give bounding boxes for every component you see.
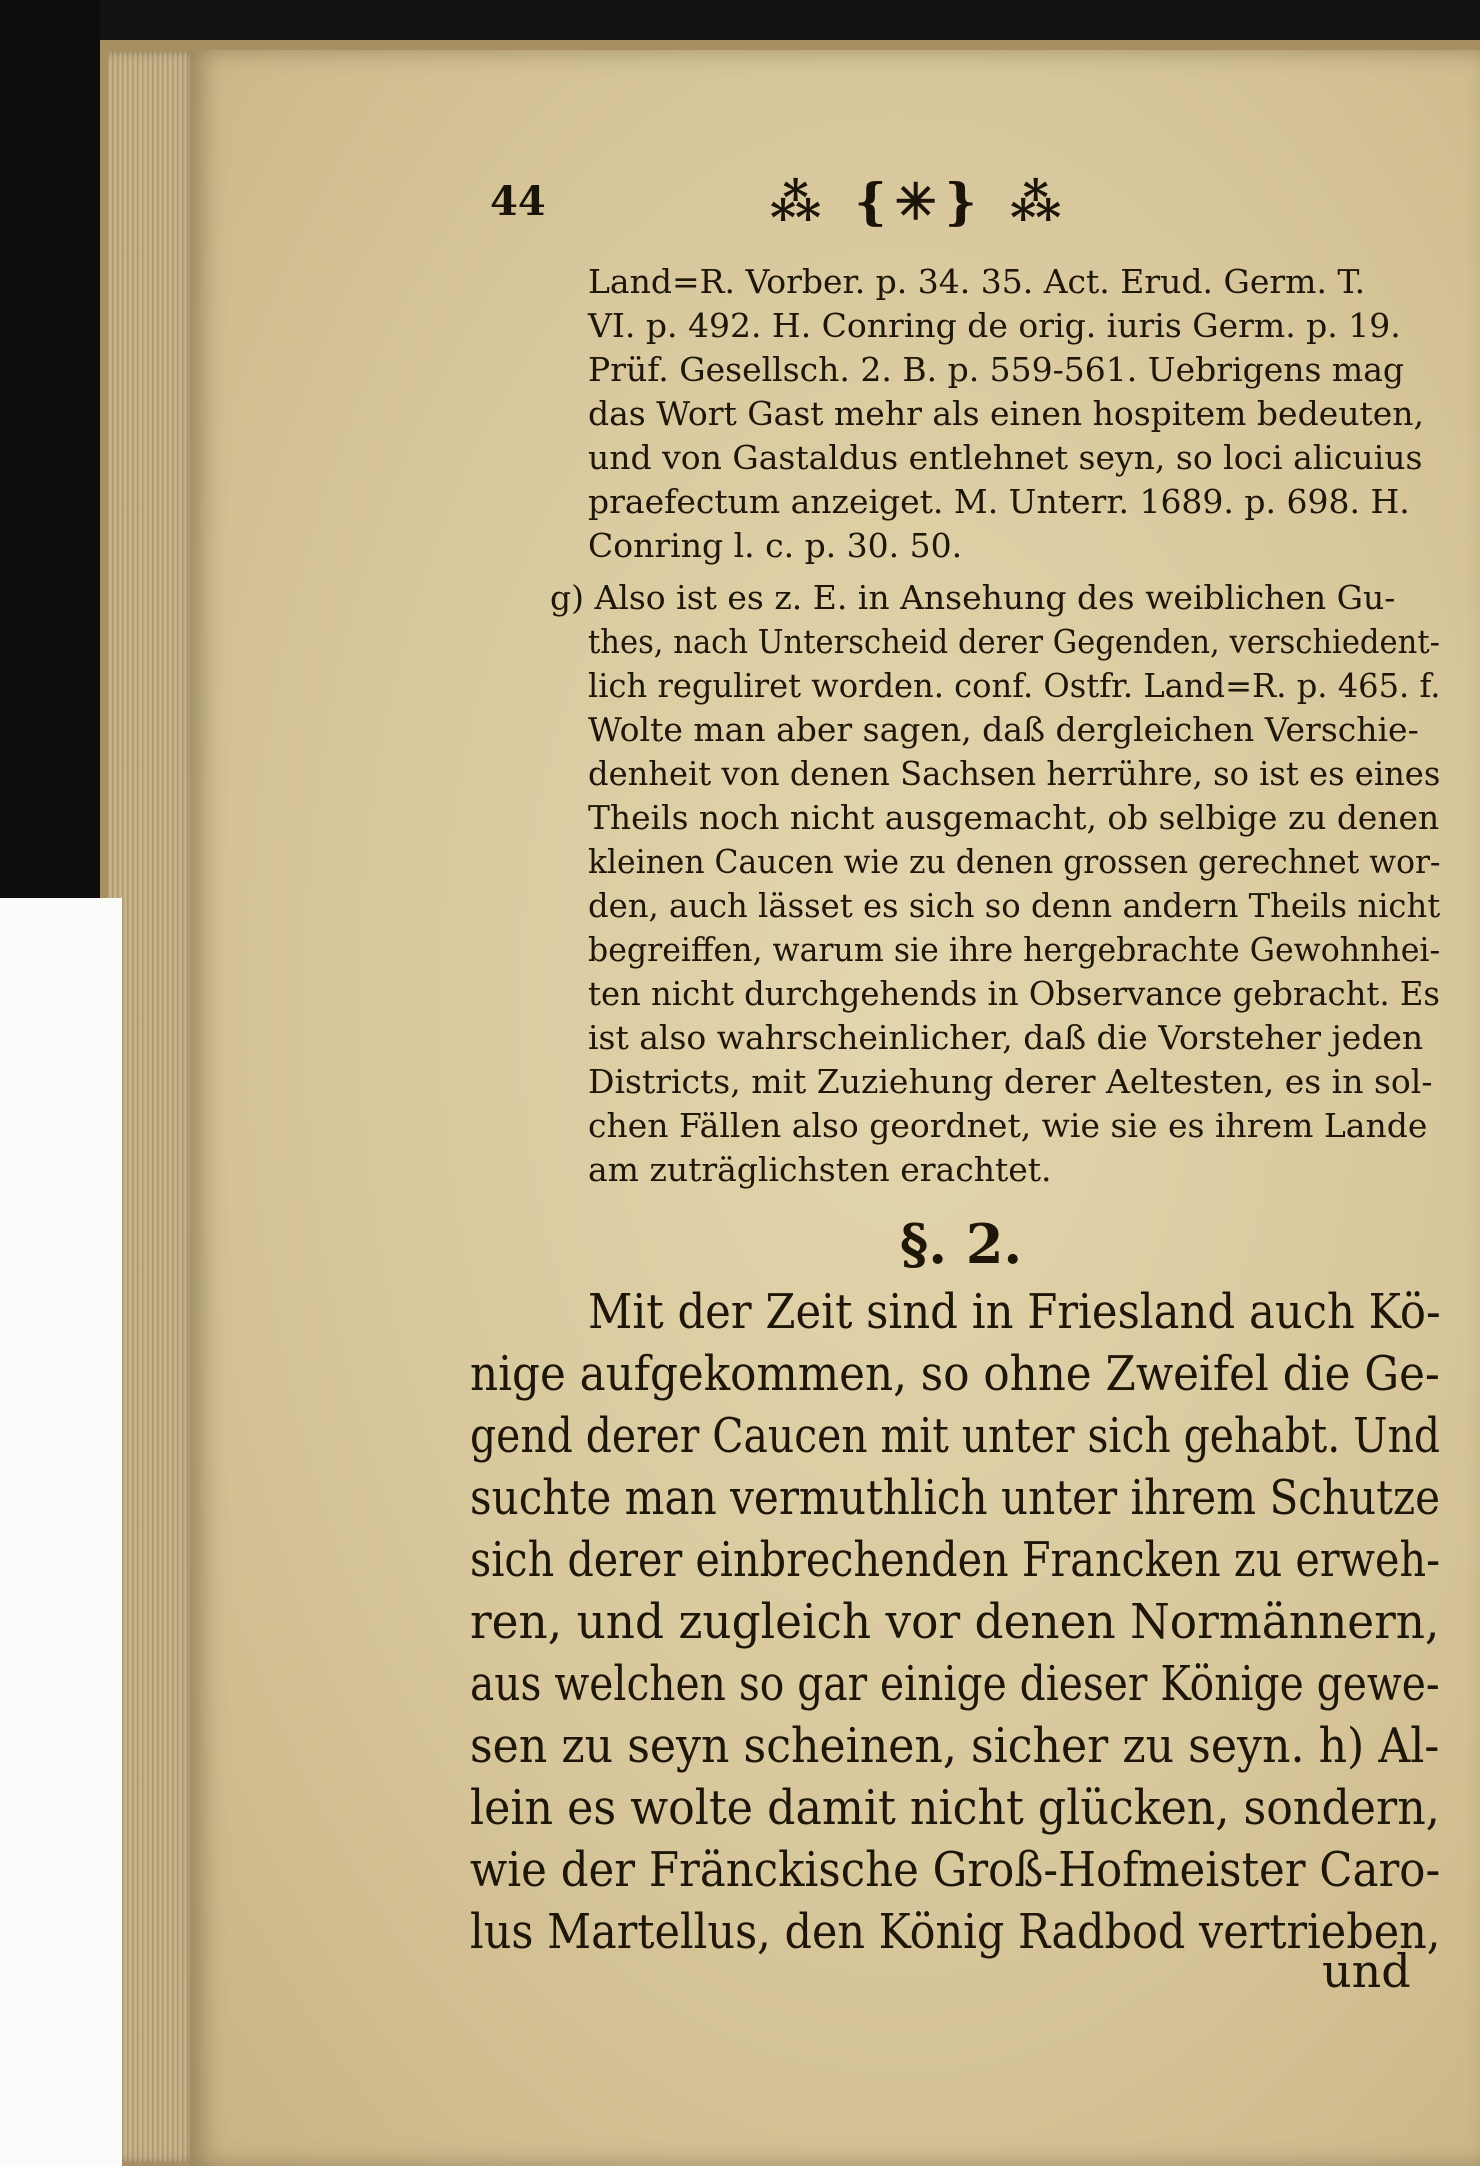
section-heading: §. 2.	[900, 1212, 1023, 1276]
footnote-line: denheit von denen Sachsen herrühre, so ist es eines	[588, 754, 1441, 793]
body-line: Mit der Zeit sind in Friesland auch Kö-	[588, 1284, 1441, 1340]
footnote-line: Theils noch nicht ausgemacht, ob selbige zu denen	[588, 798, 1440, 837]
footnote-line: ist also wahrscheinlicher, daß die Vorsteher jeden	[588, 1018, 1424, 1057]
body-line: nige aufgekommen, so ohne Zweifel die Ge-	[470, 1346, 1440, 1402]
footnote-line: am zuträglichsten erachtet.	[588, 1150, 1052, 1189]
footnote-line: den, auch lässet es sich so denn andern Theils nicht	[588, 886, 1441, 925]
footnote-line: begreiffen, warum sie ihre hergebrachte Gewohnhei-	[588, 930, 1441, 969]
page-number: 44	[490, 178, 546, 225]
footnote-line: g) Also ist es z. E. in Ansehung des weiblichen Gu-	[550, 578, 1396, 617]
body-line: suchte man vermuthlich unter ihrem Schutze	[470, 1470, 1441, 1526]
body-line: aus welchen so gar einige dieser Könige gewe-	[470, 1656, 1440, 1712]
footnote-line: das Wort Gast mehr als einen hospitem bedeuten,	[588, 394, 1425, 433]
footnote-line: Wolte man aber sagen, daß dergleichen Verschie-	[588, 710, 1419, 749]
body-line: wie der Fränckische Groß-Hofmeister Caro-	[470, 1842, 1441, 1898]
footnote-line: VI. p. 492. H. Conring de orig. iuris Germ. p. 19.	[588, 306, 1401, 345]
footnote-line: praefectum anzeiget. M. Unterr. 1689. p. 698. H.	[588, 482, 1410, 521]
footnote-line: kleinen Caucen wie zu denen grossen gerechnet wor-	[588, 842, 1441, 881]
footnote-line: lich reguliret worden. conf. Ostfr. Land=R. p. 465. f.	[588, 666, 1441, 705]
body-line: ren, und zugleich vor denen Normännern,	[470, 1594, 1440, 1650]
footnote-line: und von Gastaldus entlehnet seyn, so loci alicuius	[588, 438, 1423, 477]
body-line: sich derer einbrechenden Francken zu erweh-	[470, 1532, 1441, 1588]
catchword: und	[1322, 1944, 1411, 1998]
body-line: lein es wolte damit nicht glücken, sondern,	[470, 1780, 1440, 1836]
body-line: sen zu seyn scheinen, sicher zu seyn. h) Al-	[470, 1718, 1440, 1774]
footnote-line: Prüf. Gesellsch. 2. B. p. 559-561. Uebrigens mag	[588, 350, 1404, 389]
header-ornament: ⁂ {✳} ⁂	[770, 172, 1070, 231]
footnote-line: chen Fällen also geordnet, wie sie es ihrem Lande	[588, 1106, 1428, 1145]
footnote-line: thes, nach Unterscheid derer Gegenden, verschiedent-	[588, 622, 1440, 661]
body-line: gend derer Caucen mit unter sich gehabt. Und	[470, 1408, 1441, 1464]
footnote-line: Districts, mit Zuziehung derer Aeltesten, es in sol-	[588, 1062, 1433, 1101]
footnote-line: ten nicht durchgehends in Observance gebracht. Es	[588, 974, 1440, 1013]
body-line: lus Martellus, den König Radbod vertrieben,	[470, 1904, 1441, 1960]
footnote-line: Land=R. Vorber. p. 34. 35. Act. Erud. Germ. T.	[588, 262, 1366, 301]
footnote-line: Conring l. c. p. 30. 50.	[588, 526, 963, 565]
